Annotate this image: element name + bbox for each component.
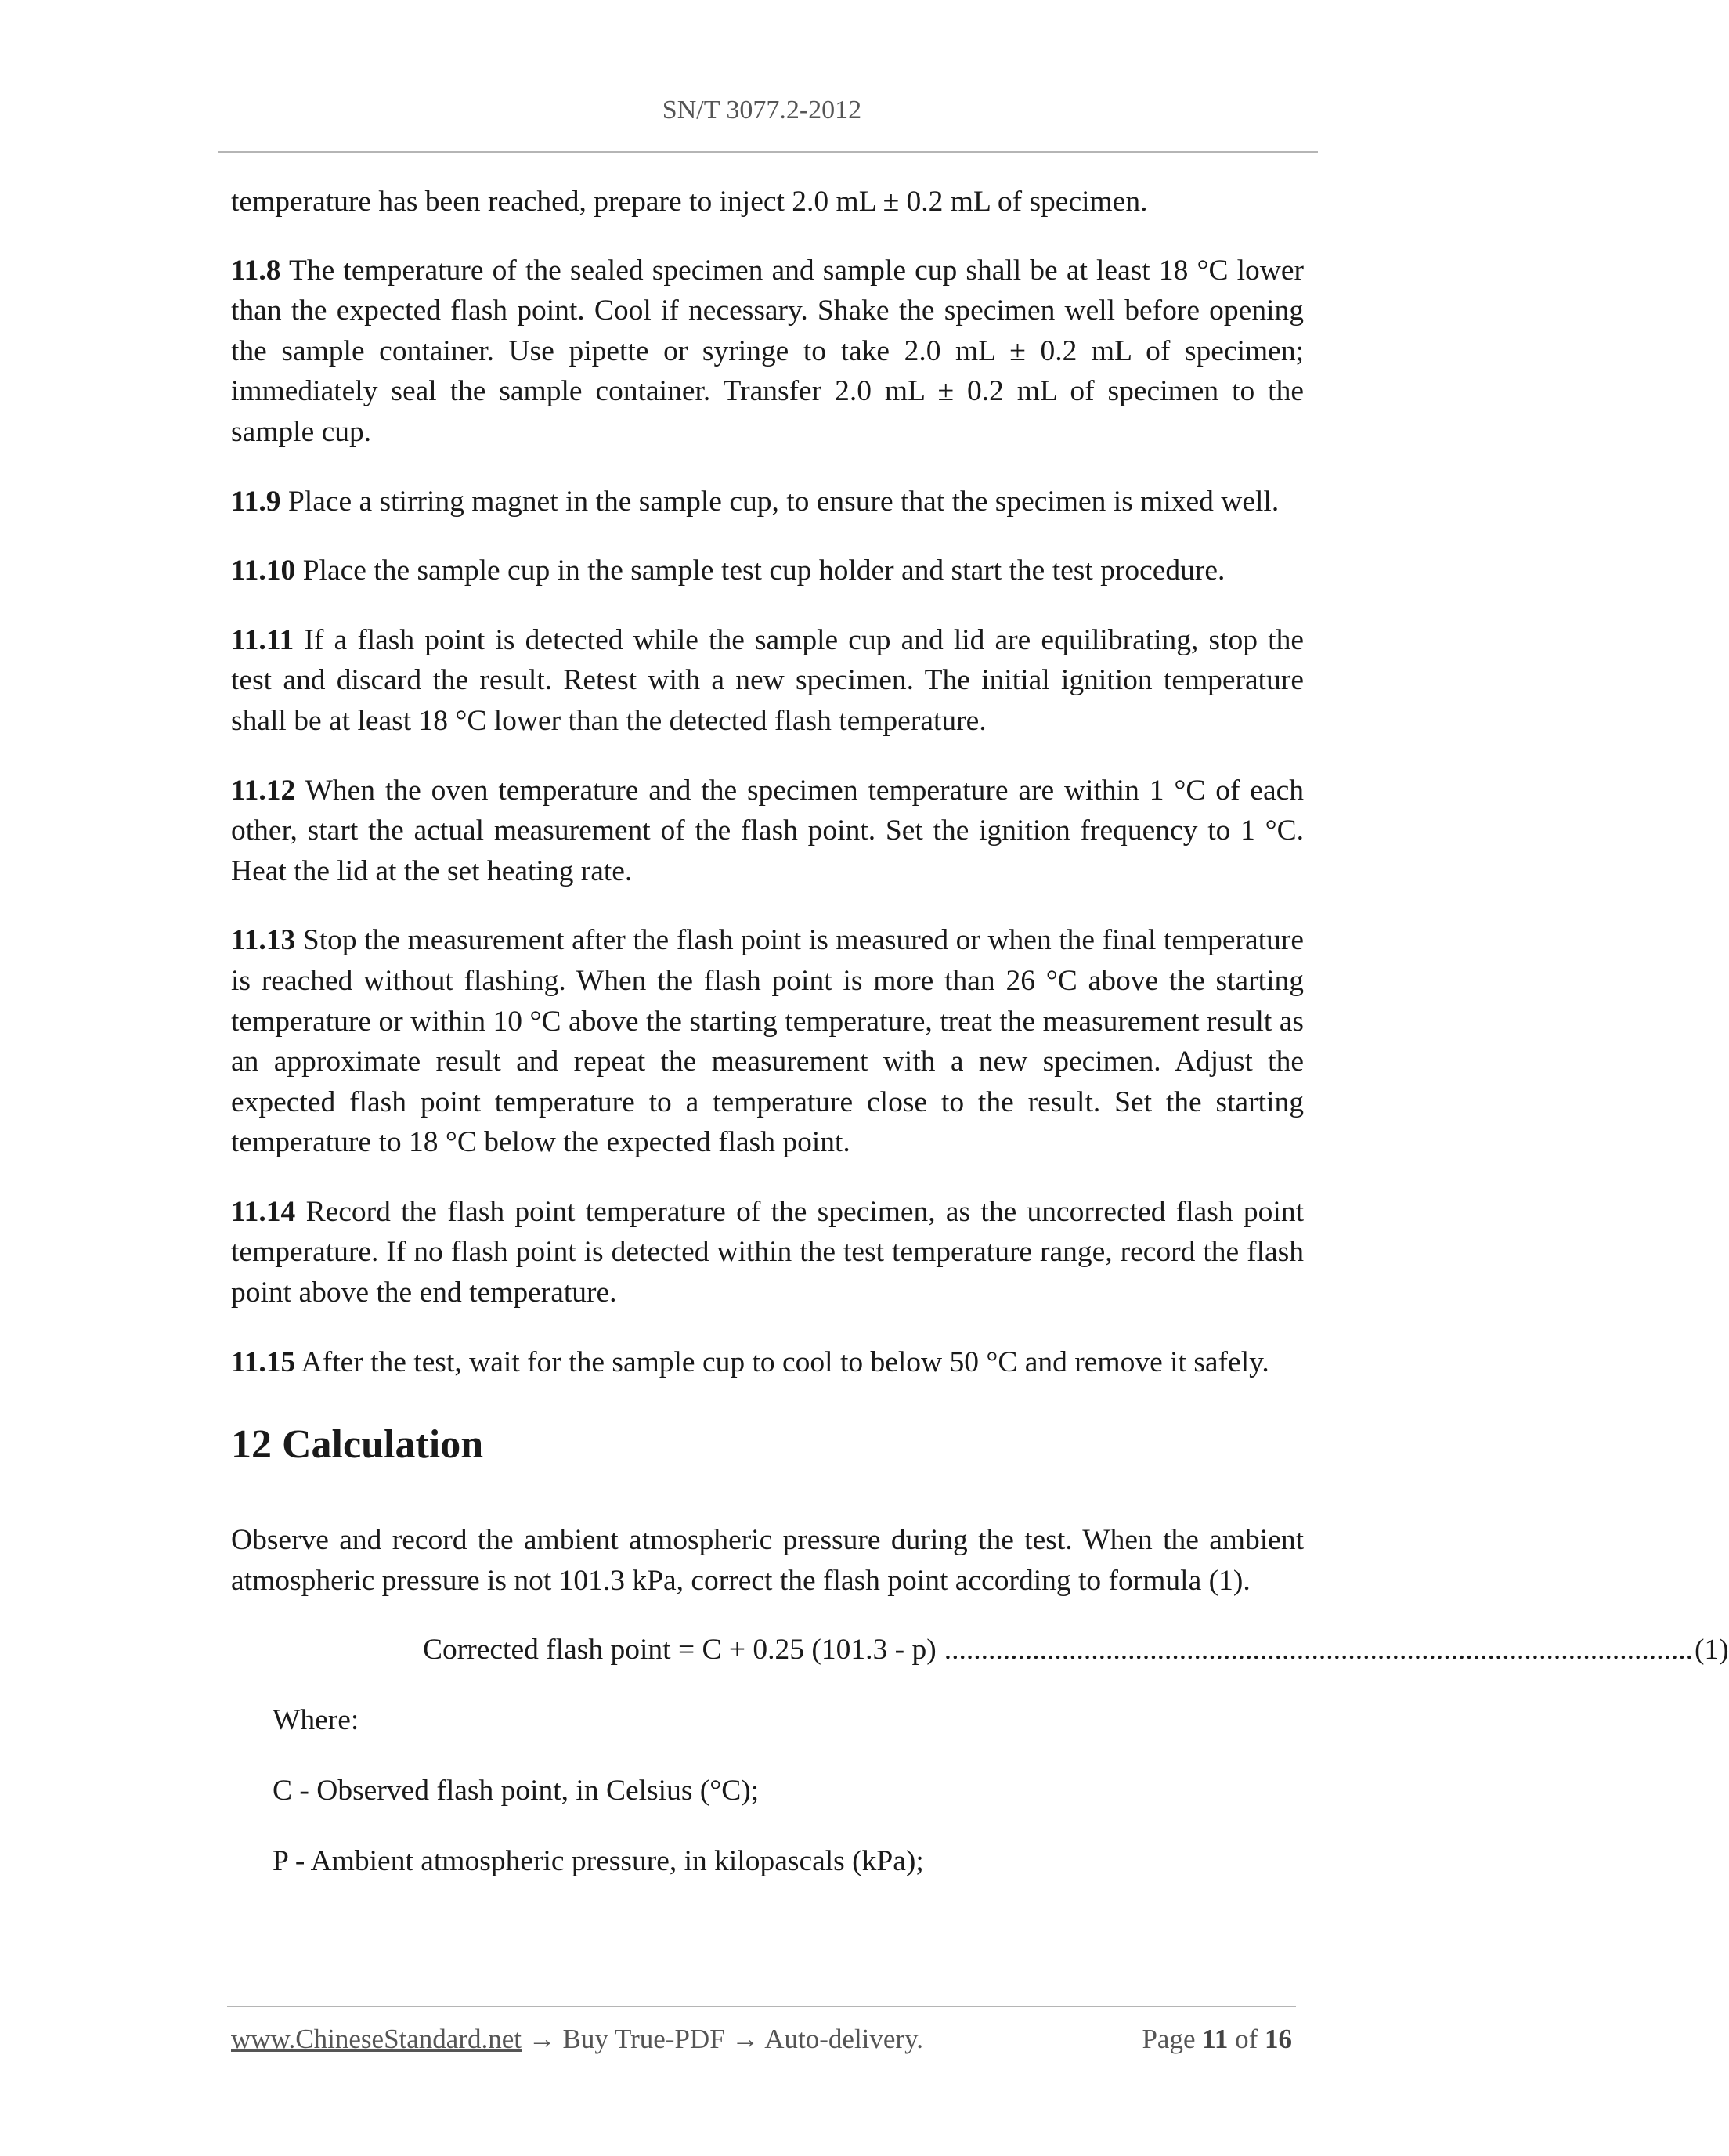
clause-text: Record the flash point temperature of the specimen, as the uncorrected flash point temperature. If no flash point is detected within the test temperature range, record the flash point above the end temperature. — [231, 1195, 1304, 1309]
section-intro: Observe and record the ambient atmospheric pressure during the test. When the ambient atmospheric pressure is not 101.3 kPa, correct the flash point according to formula (1). — [231, 1524, 1304, 1597]
formula-1 — [423, 1630, 1729, 1670]
page-indicator — [1142, 2024, 1292, 2055]
arrow-right-icon: → — [528, 2024, 556, 2054]
clause-number: 11.14 — [231, 1195, 296, 1228]
section-heading: 12 Calculation — [231, 1422, 484, 1468]
page-total: 16 — [1265, 2024, 1292, 2054]
paragraph-text: temperature has been reached, prepare to inject 2.0 mL ± 0.2 mL of specimen. — [231, 186, 1148, 218]
clause-text: When the oven temperature and the specimen temperature are within 1 °C of each other, start the actual measurement of the flash point. Set the ignition frequency to 1 °C. Heat the lid at the set heating rate. — [231, 774, 1304, 887]
formula-leader-dots: ...................................................................................................... — [944, 1634, 1693, 1667]
clause-number: 11.11 — [231, 623, 294, 656]
definition-p: P - Ambient atmospheric pressure, in kilopascals (kPa); — [273, 1845, 924, 1878]
formula-expression: Corrected flash point = C + 0.25 (101.3 - p) — [423, 1634, 937, 1667]
clause-text: Place a stirring magnet in the sample cup, to ensure that the specimen is mixed well. — [280, 485, 1280, 518]
page-header: SN/T 3077.2-2012 — [662, 96, 862, 125]
definition-c: C - Observed flash point, in Celsius (°C); — [273, 1775, 760, 1808]
where-label: Where: — [273, 1704, 359, 1737]
clause-text: Stop the measurement after the flash point is measured or when the final temperature is reached without flashing. When the flash point is more than 26 °C above the starting temperature or within 10 °C above the starting temperature, treat the measurement result as an approximate result and repeat the measurement with a new specimen. Adjust the expected flash point temperature to a temperature close to the result. Set the starting temperature to 18 °C below the expected flash point. — [231, 924, 1304, 1159]
of-word: of — [1235, 2024, 1258, 2054]
arrow-right-icon: → — [731, 2024, 760, 2054]
page-current: 11 — [1202, 2024, 1229, 2054]
clause-number: 11.10 — [231, 554, 296, 587]
clause-11-12 — [231, 771, 1304, 892]
header-divider — [218, 151, 1318, 153]
footer-divider — [227, 2006, 1296, 2007]
paragraph-continuation — [231, 182, 1304, 222]
delivery-text: Auto-delivery. — [764, 2024, 924, 2054]
clause-11-8 — [231, 251, 1304, 453]
buy-text: Buy True-PDF — [562, 2024, 725, 2054]
footer-left — [231, 2024, 923, 2055]
clause-text: The temperature of the sealed specimen and sample cup shall be at least 18 °C lower than the expected flash point. Cool if necessary. Shake the specimen well before opening the sample container. Use pipette or syringe to take 2.0 mL ± 0.2 mL of specimen; immediately seal the sample container. Transfer 2.0 mL ± 0.2 mL of specimen to the sample cup. — [231, 254, 1304, 448]
clause-number: 11.12 — [231, 774, 296, 807]
page-word: Page — [1142, 2024, 1196, 2054]
clause-number: 11.13 — [231, 924, 296, 957]
clause-11-14 — [231, 1192, 1304, 1313]
clause-number: 11.9 — [231, 485, 281, 518]
clause-11-10 — [231, 551, 1304, 591]
document-body — [231, 182, 1729, 1912]
clause-text: Place the sample cup in the sample test cup holder and start the test procedure. — [295, 554, 1225, 587]
clause-11-11 — [231, 620, 1304, 742]
formula-label: (1) — [1694, 1634, 1729, 1667]
clause-number: 11.15 — [231, 1345, 296, 1378]
clause-number: 11.8 — [231, 254, 281, 287]
clause-text: After the test, wait for the sample cup to cool to below 50 °C and remove it safely. — [295, 1345, 1269, 1378]
clause-11-9 — [231, 482, 1304, 522]
clause-text: If a flash point is detected while the sample cup and lid are equilibrating, stop the test and discard the result. Retest with a new specimen. The initial ignition temperature shall be at least 18 °C lower than the detected flash temperature. — [231, 623, 1304, 737]
clause-11-13 — [231, 920, 1304, 1163]
page-footer — [231, 2024, 1292, 2055]
clause-11-15 — [231, 1342, 1304, 1383]
website-link[interactable]: www.ChineseStandard.net — [231, 2024, 522, 2054]
